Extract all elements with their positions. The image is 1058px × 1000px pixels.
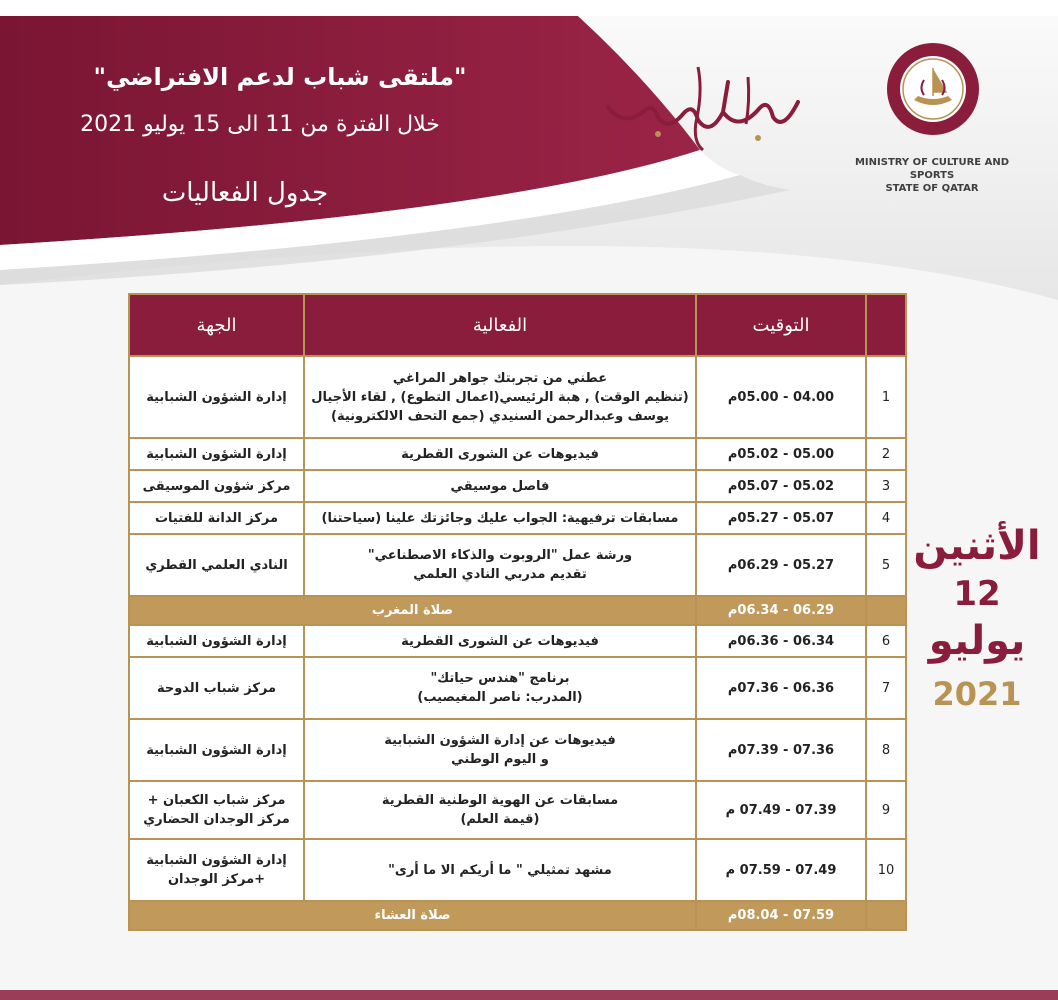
party-line: النادي العلمي القطري [145,557,288,573]
row-activity [304,438,696,470]
ministry-name-line2: STATE OF QATAR [885,183,979,194]
activity-line: برنامج "هندس حياتك" [430,671,570,686]
activity-line: (تنظيم الوقت) , هبة الرئيسي(اعمال التطوع) , لقاء الأجيال [311,389,689,405]
row-number: 4 [866,502,906,534]
table-row [129,502,906,534]
party-line: مركز شؤون الموسيقى [142,478,291,494]
row-activity [304,502,696,534]
row-party [129,356,304,438]
row-number: 10 [866,839,906,901]
row-number: 9 [866,781,906,839]
activity-line: مسابقات عن الهوية الوطنية القطرية [381,793,619,808]
row-time: 05.07 - 05.27م [696,502,866,534]
forum-title: "ملتقى شباب لدعم الافتراضي" [93,63,467,91]
row-party [129,534,304,596]
table-row [129,438,906,470]
row-time: 06.36 - 07.36م [696,657,866,719]
prayer-blank-cell [866,901,906,930]
prayer-time: 06.29 - 06.34م [696,596,866,625]
row-number: 3 [866,470,906,502]
ministry-name [832,156,1032,195]
prayer-blank-cell [866,596,906,625]
row-time: 07.49 - 07.59 م [696,839,866,901]
party-line: إدارة الشؤون الشبابية [146,742,287,758]
row-time: 04.00 - 05.00م [696,356,866,438]
table-row [129,719,906,781]
row-activity [304,534,696,596]
period-text: خلال الفترة من 11 الى 15 يوليو 2021 [80,112,440,137]
row-activity [304,470,696,502]
schedule-heading: جدول الفعاليات [161,178,329,208]
row-party [129,719,304,781]
footer-strip [0,990,1058,1000]
activity-line: ورشة عمل "الروبوت والذكاء الاصطناعي" [367,548,633,563]
row-number: 7 [866,657,906,719]
row-party [129,470,304,502]
activity-line: مسابقات ترفيهية: الجواب عليك وجائزتك علينا (سياحتنا) [321,510,679,526]
activity-line: فيديوهات عن الشورى القطرية [401,446,599,462]
party-line: إدارة الشؤون الشبابية [146,446,287,462]
party-line: +مركز الوجدان [167,872,266,887]
activity-line: مشهد تمثيلي " ما أريكم الا ما أرى" [388,862,612,878]
table-row [129,781,906,839]
header-party: الجهة [129,294,304,356]
table-header-row [129,294,906,356]
schedule-body [129,356,906,930]
row-activity [304,781,696,839]
activity-line: فيديوهات عن إدارة الشؤون الشبابية [384,733,616,748]
row-party [129,502,304,534]
brand-calligraphy-logo [598,62,808,152]
activity-line: عطني من تجربتك جواهر المراغي [392,370,608,386]
activity-line: و اليوم الوطني [451,752,549,767]
date-day: الأثنين [913,523,1041,569]
header-num-cell [866,294,906,356]
row-time: 07.36 - 07.39م [696,719,866,781]
activity-line: (المدرب: ناصر المغيصيب) [417,690,583,705]
table-row [129,534,906,596]
prayer-label: صلاة العشاء [129,901,696,930]
table-row [129,470,906,502]
row-activity [304,839,696,901]
row-activity [304,625,696,657]
party-line: مركز الوجدان الحضاري [143,812,290,827]
row-party [129,781,304,839]
prayer-row [129,901,906,930]
row-time: 06.34 - 06.36م [696,625,866,657]
row-party [129,625,304,657]
table-row [129,657,906,719]
row-time: 05.27 - 06.29م [696,534,866,596]
row-party [129,438,304,470]
activity-line: يوسف وعبدالرحمن السنيدي (جمع التحف الالكترونية) [331,408,669,424]
activity-line: تقديم مدربي النادي العلمي [413,567,587,582]
table-row [129,356,906,438]
date-year: 2021 [932,675,1022,713]
activity-line: فيديوهات عن الشورى القطرية [401,633,599,649]
row-time: 07.39 - 07.49 م [696,781,866,839]
header-activity: الفعالية [304,294,696,356]
party-line: إدارة الشؤون الشبابية [146,389,287,405]
row-number: 8 [866,719,906,781]
row-number: 6 [866,625,906,657]
party-line: إدارة الشؤون الشبابية [146,633,287,649]
party-line: مركز شباب الكعبان + [147,793,286,808]
row-time: 05.02 - 05.07م [696,470,866,502]
row-activity [304,356,696,438]
row-time: 05.00 - 05.02م [696,438,866,470]
ministry-name-line1: MINISTRY OF CULTURE AND SPORTS [854,157,1009,181]
row-number: 1 [866,356,906,438]
schedule-table [128,293,907,931]
table-row [129,625,906,657]
row-activity [304,657,696,719]
row-number: 2 [866,438,906,470]
row-party [129,839,304,901]
prayer-time: 07.59 - 08.04م [696,901,866,930]
prayer-row [129,596,906,625]
header-timing: التوقيت [696,294,866,356]
party-line: مركز الدانة للفتيات [154,510,278,526]
prayer-label: صلاة المغرب [129,596,696,625]
activity-line: (قيمة العلم) [460,812,540,827]
party-line: مركز شباب الدوحة [156,680,277,696]
date-number: 12 [953,574,1001,614]
table-row [129,839,906,901]
party-line: إدارة الشؤون الشبابية [146,853,287,868]
activity-line: فاصل موسيقي [450,478,550,494]
date-month: يوليو [928,618,1026,664]
ministry-logo [884,40,982,138]
row-number: 5 [866,534,906,596]
date-block [912,520,1042,722]
row-activity [304,719,696,781]
row-party [129,657,304,719]
